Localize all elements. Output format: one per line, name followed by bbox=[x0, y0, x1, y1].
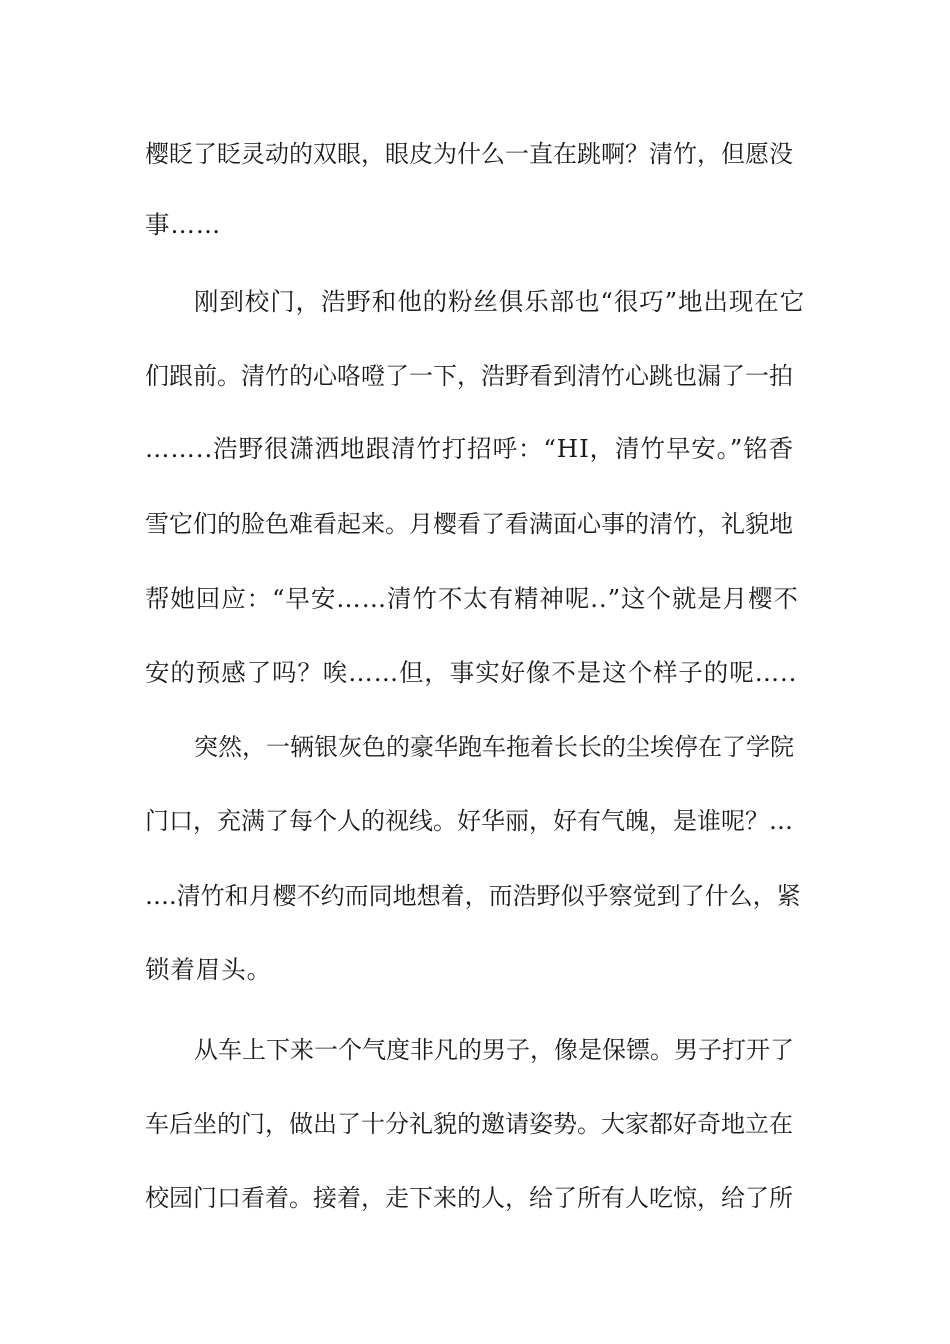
text-line-1: 樱眨了眨灵动的双眼，眼皮为什么一直在跳啊？清竹，但愿没 bbox=[145, 140, 793, 168]
text-line-7: 帮她回应：“早安……清竹不太有精神呢..”这个就是月樱不 bbox=[145, 584, 799, 613]
text-line-8: 安的预感了吗？唉……但，事实好像不是这个样子的呢….. bbox=[145, 658, 798, 687]
text-line-2: 事…… bbox=[145, 210, 222, 239]
text-line-6: 雪它们的脸色难看起来。月樱看了看满面心事的清竹，礼貌地 bbox=[145, 510, 793, 538]
text-line-9: 突然，一辆银灰色的豪华跑车拖着长长的尘埃停在了学院 bbox=[194, 733, 794, 761]
text-line-13: 从车上下来一个气度非凡的男子，像是保镖。男子打开了 bbox=[194, 1036, 794, 1064]
text-line-15: 校园门口看着。接着，走下来的人，给了所有人吃惊，给了所 bbox=[145, 1184, 793, 1212]
text-line-10: 门口，充满了每个人的视线。好华丽，好有气魄，是谁呢？… bbox=[145, 807, 793, 835]
text-line-4: 们跟前。清竹的心咯噔了一下，浩野看到清竹心跳也漏了一拍 bbox=[145, 362, 793, 390]
text-line-5: ……..浩野很潇洒地跟清竹打招呼：“HI，清竹早安。”铭香 bbox=[145, 434, 795, 463]
text-line-3: 刚到校门，浩野和他的粉丝俱乐部也“很巧”地出现在它 bbox=[194, 287, 806, 316]
text-line-11: ….清竹和月樱不约而同地想着，而浩野似乎察觉到了什么，紧 bbox=[145, 882, 801, 910]
text-line-12: 锁着眉头。 bbox=[145, 955, 272, 984]
text-line-14: 车后坐的门，做出了十分礼貌的邀请姿势。大家都好奇地立在 bbox=[145, 1110, 793, 1138]
